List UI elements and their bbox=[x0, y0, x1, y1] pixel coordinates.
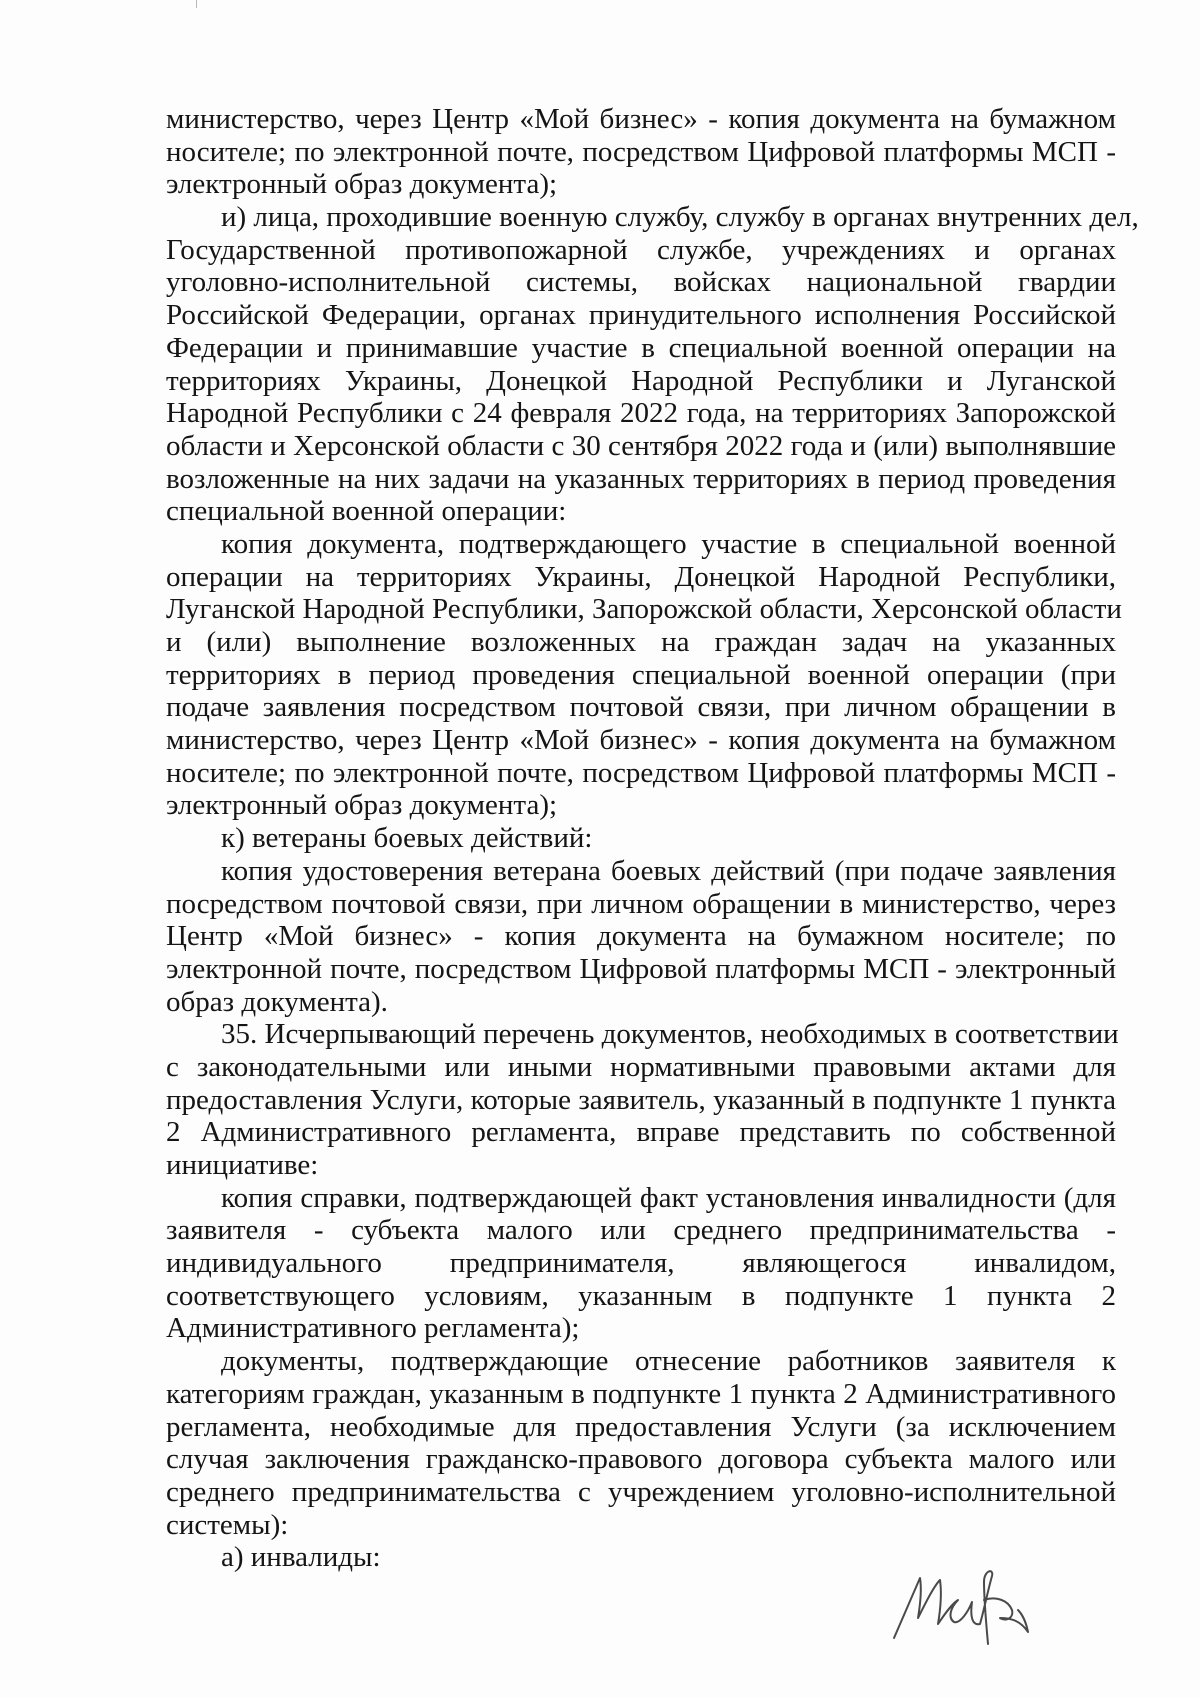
text-line: Российской Федерации, органах принудительного исполнения Российской bbox=[166, 299, 1116, 332]
text-line: а) инвалиды: bbox=[221, 1541, 381, 1574]
handwritten-signature bbox=[888, 1560, 1038, 1650]
text-line: электронной почте, посредством Цифровой платформы МСП - электронный bbox=[166, 952, 1116, 985]
scan-edge-mark bbox=[196, 0, 197, 8]
text-line: специальной военной операции: bbox=[166, 495, 567, 528]
text-line: соответствующего условиям, указанным в подпункте 1 пункта 2 bbox=[166, 1279, 1116, 1312]
text-line: Государственной противопожарной службе, учреждениях и органах bbox=[166, 233, 1116, 266]
text-line: Федерации и принимавшие участие в специальной военной операции на bbox=[166, 331, 1116, 364]
text-line: области и Херсонской области с 30 сентября 2022 года и (или) выполнявшие bbox=[166, 429, 1116, 462]
text-line: документы, подтверждающие отнесение работников заявителя к bbox=[221, 1345, 1116, 1378]
text-line: с законодательными или иными нормативными правовыми актами для bbox=[166, 1050, 1116, 1083]
text-line: подаче заявления посредством почтовой связи, при личном обращении в bbox=[166, 691, 1116, 724]
text-line: операции на территориях Украины, Донецкой Народной Республики, bbox=[166, 560, 1116, 593]
text-line: территориях в период проведения специальной военной операции (при bbox=[166, 658, 1116, 691]
text-line: Административного регламента); bbox=[166, 1312, 580, 1345]
text-line: инициативе: bbox=[166, 1149, 319, 1181]
text-line: носителе; по электронной почте, посредством Цифровой платформы МСП - bbox=[166, 135, 1116, 168]
text-line: Народной Республики с 24 февраля 2022 года, на территориях Запорожской bbox=[166, 397, 1116, 430]
text-line: территориях Украины, Донецкой Народной Республики и Луганской bbox=[166, 364, 1116, 397]
text-line: к) ветераны боевых действий: bbox=[221, 822, 593, 855]
text-line: 2 Административного регламента, вправе представить по собственной bbox=[166, 1116, 1116, 1149]
text-line: и (или) выполнение возложенных на граждан задач на указанных bbox=[166, 626, 1116, 658]
text-line: копия справки, подтверждающей факт установления инвалидности (для bbox=[221, 1181, 1116, 1214]
text-line: министерство, через Центр «Мой бизнес» - копия документа на бумажном bbox=[166, 103, 1116, 135]
text-line: возложенные на них задачи на указанных территориях в период проведения bbox=[166, 462, 1116, 495]
text-line: индивидуального предпринимателя, являющегося инвалидом, bbox=[166, 1247, 1116, 1280]
text-line: 35. Исчерпывающий перечень документов, необходимых в соответствии bbox=[221, 1018, 1119, 1051]
document-body bbox=[166, 103, 1139, 1574]
text-line: министерство, через Центр «Мой бизнес» - копия документа на бумажном bbox=[166, 724, 1116, 757]
text-line: предоставления Услуги, которые заявитель, указанный в подпункте 1 пункта bbox=[166, 1083, 1116, 1116]
text-line: и) лица, проходившие военную службу, службу в органах внутренних дел, bbox=[221, 201, 1139, 234]
text-line: носителе; по электронной почте, посредством Цифровой платформы МСП - bbox=[166, 756, 1116, 789]
text-line: Центр «Мой бизнес» - копия документа на бумажном носителе; по bbox=[166, 920, 1116, 953]
text-line: системы): bbox=[166, 1508, 289, 1541]
text-line: случая заключения гражданско-правового договора субъекта малого или bbox=[166, 1443, 1116, 1476]
text-line: посредством почтовой связи, при личном обращении в министерство, через bbox=[166, 887, 1116, 920]
text-line: категориям граждан, указанным в подпункте 1 пункта 2 Административного bbox=[166, 1377, 1116, 1410]
text-line: регламента, необходимые для предоставления Услуги (за исключением bbox=[166, 1410, 1116, 1443]
text-line: электронный образ документа); bbox=[166, 789, 558, 822]
text-line: образ документа). bbox=[166, 985, 388, 1018]
text-line: электронный образ документа); bbox=[166, 168, 558, 201]
text-line: копия документа, подтверждающего участие в специальной военной bbox=[221, 527, 1116, 560]
text-line: среднего предпринимательства с учреждением уголовно-исполнительной bbox=[166, 1475, 1116, 1508]
text-line: копия удостоверения ветерана боевых действий (при подаче заявления bbox=[221, 854, 1116, 887]
text-line: Луганской Народной Республики, Запорожской области, Херсонской области bbox=[166, 593, 1122, 626]
text-line: уголовно-исполнительной системы, войсках национальной гвардии bbox=[166, 266, 1116, 299]
text-line: заявителя - субъекта малого или среднего предпринимательства - bbox=[166, 1214, 1116, 1247]
